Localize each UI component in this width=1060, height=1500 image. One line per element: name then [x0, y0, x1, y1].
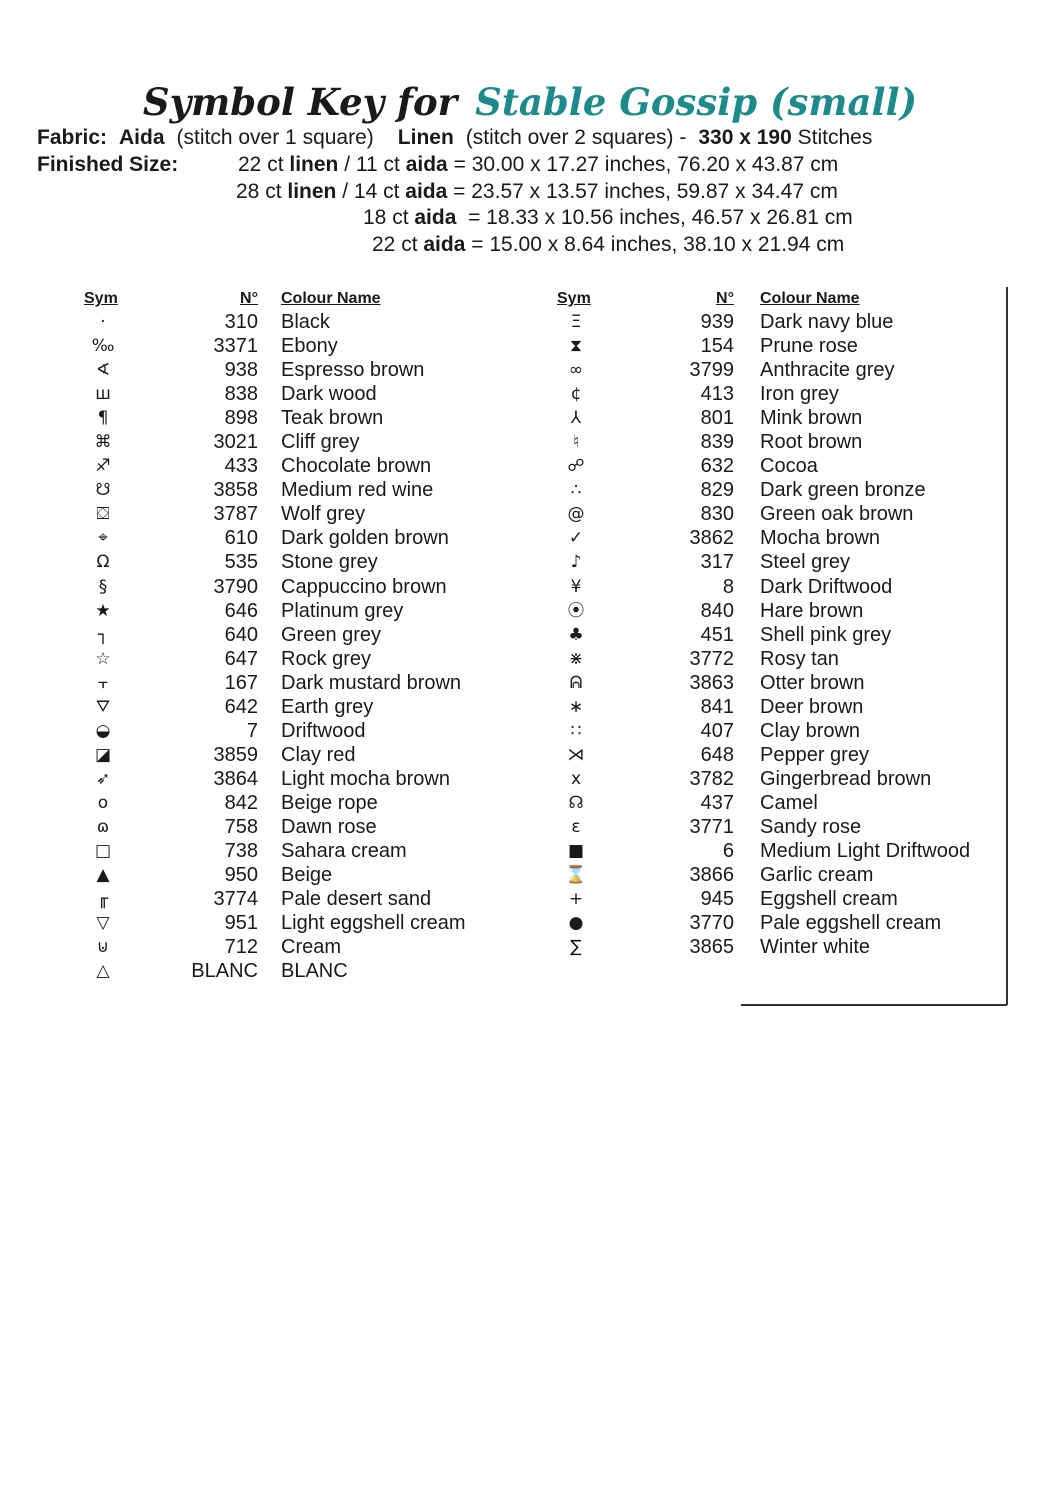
symbol-glyph: ⅄ [570, 408, 582, 429]
table-row [83, 887, 503, 911]
table-row [556, 935, 996, 959]
floss-number: 7 [246, 719, 258, 742]
floss-number: 6 [722, 840, 734, 863]
colour-name: Stone grey [281, 551, 378, 574]
floss-number: 8 [722, 575, 734, 598]
colour-name: Iron grey [760, 383, 839, 406]
colour-name: Clay red [281, 743, 356, 766]
stitch-count: 330 x 190 [698, 126, 792, 149]
floss-number: 898 [224, 407, 258, 430]
table-row [83, 743, 503, 767]
table-row [556, 911, 996, 935]
symbol-glyph: ¶ [97, 408, 109, 429]
table-row [83, 382, 503, 406]
colour-name: Otter brown [760, 671, 865, 694]
colour-name: Wolf grey [281, 503, 366, 526]
colour-name: Rosy tan [760, 647, 839, 670]
symbol-glyph: ⌘ [94, 432, 112, 453]
table-row [556, 334, 996, 358]
floss-number: 646 [224, 599, 258, 622]
colour-name: Eggshell cream [760, 888, 898, 911]
symbol-glyph: ¥ [570, 576, 582, 597]
colour-name: Espresso brown [281, 359, 425, 382]
colour-name: Driftwood [281, 719, 366, 742]
colour-name: Green grey [281, 623, 382, 646]
colour-name: Dark golden brown [281, 527, 449, 550]
colour-name: Mocha brown [760, 527, 881, 550]
table-row [556, 815, 996, 839]
floss-number: 3859 [213, 743, 258, 766]
colour-name: Green oak brown [760, 503, 914, 526]
colour-name: Cliff grey [281, 431, 360, 454]
floss-number: 738 [224, 840, 258, 863]
colour-name: Sandy rose [760, 815, 862, 838]
floss-number: 640 [224, 623, 258, 646]
floss-number: 632 [700, 455, 734, 478]
table-row [556, 382, 996, 406]
floss-number: 839 [700, 431, 734, 454]
table-row [83, 430, 503, 454]
floss-number: 317 [700, 551, 734, 574]
table-row [556, 671, 996, 695]
colour-name: Light eggshell cream [281, 912, 466, 935]
table-row [83, 959, 503, 983]
floss-number: 3782 [689, 767, 734, 790]
floss-number: 167 [224, 671, 258, 694]
colour-name: Beige rope [281, 791, 378, 814]
table-row [556, 478, 996, 502]
table-row [83, 767, 503, 791]
table-row [556, 695, 996, 719]
colour-name: Sahara cream [281, 840, 407, 863]
colour-name: Pale desert sand [281, 888, 432, 911]
floss-number: 712 [224, 936, 258, 959]
header-colour-name: Colour Name [281, 290, 381, 307]
symbol-glyph: ∑ [570, 937, 582, 958]
floss-number: 3865 [689, 936, 734, 959]
floss-number: 3772 [689, 647, 734, 670]
floss-number: 647 [224, 647, 258, 670]
symbol-glyph: Ω [96, 552, 110, 573]
floss-number: 3866 [689, 864, 734, 887]
floss-number: 642 [224, 695, 258, 718]
symbol-glyph: ⌛ [565, 865, 587, 886]
colour-name: Dark green bronze [760, 479, 926, 502]
colour-name: Earth grey [281, 695, 374, 718]
stitches-word: Stitches [797, 126, 873, 149]
table-row [83, 815, 503, 839]
floss-number: 3799 [689, 359, 734, 382]
floss-number: 3771 [689, 815, 734, 838]
floss-number: 437 [700, 791, 734, 814]
symbol-glyph: ☍ [567, 456, 585, 477]
symbol-glyph: ☆ [95, 648, 111, 669]
fabric-line [37, 124, 872, 152]
symbol-glyph: · [100, 312, 106, 332]
finished-size-label: Finished Size: [37, 153, 179, 176]
colour-name: Dark wood [281, 383, 377, 406]
symbol-glyph: ⛋ [96, 504, 110, 525]
symbol-glyph: ☊ [568, 792, 584, 813]
symbol-glyph: ∴ [570, 480, 582, 501]
colour-name: Shell pink grey [760, 623, 892, 646]
floss-number: 3021 [213, 431, 258, 454]
header-number: N° [716, 290, 734, 307]
symbol-glyph: o [97, 792, 109, 813]
symbol-glyph: ✓ [568, 528, 584, 549]
floss-number: 950 [224, 864, 258, 887]
floss-number: 648 [700, 743, 734, 766]
colour-name: Prune rose [760, 335, 858, 358]
symbol-glyph: ᕱ [569, 672, 583, 693]
table-row [83, 406, 503, 430]
table-row [83, 791, 503, 815]
floss-number: 3858 [213, 479, 258, 502]
table-row [556, 767, 996, 791]
table-row [83, 575, 503, 599]
floss-number: 3864 [213, 767, 258, 790]
symbol-glyph: ∷ [570, 720, 582, 741]
floss-number: 951 [224, 912, 258, 935]
table-row [83, 334, 503, 358]
floss-number: 840 [700, 599, 734, 622]
colour-name: Rock grey [281, 647, 372, 670]
table-row [83, 719, 503, 743]
colour-name: BLANC [281, 960, 348, 983]
floss-number: 535 [224, 551, 258, 574]
fabric-aida: Aida [119, 126, 165, 149]
symbol-glyph: ∞ [568, 360, 584, 381]
colour-name: Hare brown [760, 599, 864, 622]
colour-name: Dark navy blue [760, 311, 894, 333]
symbol-glyph: ♣ [568, 624, 584, 645]
table-row [556, 526, 996, 550]
table-row [556, 719, 996, 743]
table-row [83, 599, 503, 623]
floss-number: 3770 [689, 912, 734, 935]
symbol-glyph: ⦿ [567, 600, 585, 621]
symbol-glyph: @ [567, 504, 585, 525]
symbol-glyph: + [568, 889, 584, 910]
colour-name: Black [281, 311, 330, 333]
colour-name: Medium Light Driftwood [760, 840, 971, 863]
table-row [83, 935, 503, 959]
floss-number: 829 [700, 479, 734, 502]
table-row [83, 647, 503, 671]
symbol-glyph: ⫟ [97, 672, 109, 693]
colour-name: Anthracite grey [760, 359, 895, 382]
table-row [556, 550, 996, 574]
table-row [83, 454, 503, 478]
table-row [556, 358, 996, 382]
symbol-glyph: ➶ [95, 768, 111, 789]
colour-name: Teak brown [281, 407, 384, 430]
colour-name: Platinum grey [281, 599, 404, 622]
symbol-glyph: ● [568, 913, 584, 934]
symbol-table-left [83, 310, 503, 983]
finished-size-line: 28 ct linen / 14 ct aida = 23.57 x 13.57 inches, 59.87 x 34.47 cm [236, 180, 838, 203]
header-sym: Sym [557, 290, 591, 307]
colour-name: Gingerbread brown [760, 767, 932, 790]
floss-number: 830 [700, 503, 734, 526]
floss-number: 939 [700, 311, 734, 333]
colour-name: Cocoa [760, 455, 818, 478]
floss-number: 413 [700, 383, 734, 406]
symbol-glyph: ¢ [570, 384, 582, 405]
colour-name: Beige [281, 864, 333, 887]
colour-name: Pepper grey [760, 743, 869, 766]
floss-number: 451 [700, 623, 734, 646]
colour-name: Dark mustard brown [281, 671, 462, 694]
colour-name: Root brown [760, 431, 863, 454]
fabric-linen-note: (stitch over 2 squares) - [465, 126, 687, 149]
colour-name: Dawn rose [281, 815, 377, 838]
symbol-glyph: □ [94, 841, 112, 862]
floss-number: 154 [700, 335, 734, 358]
floss-number: BLANC [191, 960, 258, 983]
symbol-glyph: ◪ [94, 744, 112, 765]
floss-number: 3787 [213, 503, 258, 526]
table-row [556, 599, 996, 623]
table-row [556, 887, 996, 911]
symbol-glyph: x [570, 768, 582, 789]
colour-name: Deer brown [760, 695, 864, 718]
symbol-glyph: § [98, 576, 108, 597]
finished-size-line: 22 ct aida = 15.00 x 8.64 inches, 38.10 x 21.94 cm [372, 233, 845, 256]
table-row [83, 623, 503, 647]
colour-name: Mink brown [760, 407, 863, 430]
table-row [556, 310, 996, 334]
header-colour-name: Colour Name [760, 290, 860, 307]
floss-number: 945 [700, 888, 734, 911]
symbol-glyph: ⊍ [96, 937, 110, 958]
title-prefix: Symbol Key for [142, 80, 458, 124]
floss-number: 838 [224, 383, 258, 406]
symbol-glyph: ш [95, 384, 111, 405]
fabric-linen: Linen [397, 126, 454, 149]
colour-name: Winter white [760, 936, 871, 959]
finished-size-line: 22 ct linen / 11 ct aida = 30.00 x 17.27 inches, 76.20 x 43.87 cm [238, 153, 839, 176]
table-row [556, 743, 996, 767]
table-row [83, 478, 503, 502]
symbol-glyph: ╓ [97, 889, 109, 910]
symbol-glyph: ▽ [96, 913, 110, 934]
floss-number: 310 [224, 311, 258, 333]
colour-name: Ebony [281, 335, 338, 358]
floss-number: 841 [700, 695, 734, 718]
symbol-glyph: △ [96, 961, 110, 982]
floss-number: 3774 [213, 888, 258, 911]
colour-name: Camel [760, 791, 818, 814]
right-border [1006, 287, 1008, 1005]
symbol-glyph: ┐ [97, 624, 109, 645]
table-row [556, 575, 996, 599]
floss-number: 3863 [689, 671, 734, 694]
colour-name: Garlic cream [760, 864, 874, 887]
colour-name: Clay brown [760, 719, 861, 742]
table-row [556, 430, 996, 454]
floss-number: 801 [700, 407, 734, 430]
symbol-glyph: ⋊ [567, 744, 585, 765]
table-row [556, 839, 996, 863]
symbol-glyph: ■ [567, 841, 585, 862]
finished-size-line: 18 ct aida = 18.33 x 10.56 inches, 46.57 x 26.81 cm [363, 206, 853, 229]
table-row [83, 502, 503, 526]
symbol-glyph: ⌖ [98, 528, 108, 549]
symbol-glyph: ♐ [95, 456, 111, 477]
table-row [83, 310, 503, 334]
table-row [83, 911, 503, 935]
symbol-table-right [556, 310, 996, 959]
table-row [556, 502, 996, 526]
floss-number: 3862 [689, 527, 734, 550]
symbol-glyph: ★ [95, 600, 111, 621]
floss-number: 407 [700, 719, 734, 742]
symbol-glyph: ◒ [95, 720, 111, 741]
table-row [83, 358, 503, 382]
floss-number: 758 [224, 815, 258, 838]
colour-name: Steel grey [760, 551, 851, 574]
table-row [556, 791, 996, 815]
fabric-label: Fabric: [37, 126, 108, 149]
page-title [0, 78, 1060, 126]
floss-number: 938 [224, 359, 258, 382]
colour-name: Dark Driftwood [760, 575, 893, 598]
colour-name: Chocolate brown [281, 455, 432, 478]
symbol-glyph: ɷ [96, 816, 110, 837]
table-row [83, 839, 503, 863]
symbol-glyph: ∗ [568, 696, 584, 717]
floss-number: 3790 [213, 575, 258, 598]
colour-name: Cappuccino brown [281, 575, 447, 598]
floss-number: 610 [224, 527, 258, 550]
table-row [556, 863, 996, 887]
floss-number: 842 [224, 791, 258, 814]
symbol-glyph: ☋ [95, 480, 111, 501]
table-row [83, 671, 503, 695]
table-row [83, 695, 503, 719]
symbol-glyph: Ξ [570, 312, 582, 332]
header-number: N° [240, 290, 258, 307]
colour-name: Cream [281, 936, 342, 959]
floss-number: 3371 [213, 335, 258, 358]
symbol-glyph: ‰ [91, 336, 115, 357]
symbol-glyph: ⧗ [570, 336, 582, 357]
symbol-glyph: ⋇ [568, 648, 584, 669]
colour-name: Light mocha brown [281, 767, 450, 790]
header-sym: Sym [84, 290, 118, 307]
symbol-glyph: ▲ [96, 865, 110, 886]
table-row [83, 526, 503, 550]
fabric-aida-note: (stitch over 1 square) [176, 126, 374, 149]
colour-name: Pale eggshell cream [760, 912, 942, 935]
table-row [83, 550, 503, 574]
table-row [83, 863, 503, 887]
bottom-border [741, 1004, 1007, 1006]
symbol-glyph: ɛ [571, 816, 581, 837]
table-row [556, 623, 996, 647]
table-row [556, 406, 996, 430]
table-row [556, 647, 996, 671]
pattern-name: Stable Gossip (small) [475, 80, 918, 124]
symbol-glyph: ∢ [95, 360, 111, 381]
table-row [556, 454, 996, 478]
colour-name: Medium red wine [281, 479, 434, 502]
symbol-glyph: ⛛ [95, 696, 111, 717]
floss-number: 433 [224, 455, 258, 478]
symbol-glyph: ♮ [572, 432, 580, 453]
symbol-glyph: ♪ [570, 552, 582, 573]
